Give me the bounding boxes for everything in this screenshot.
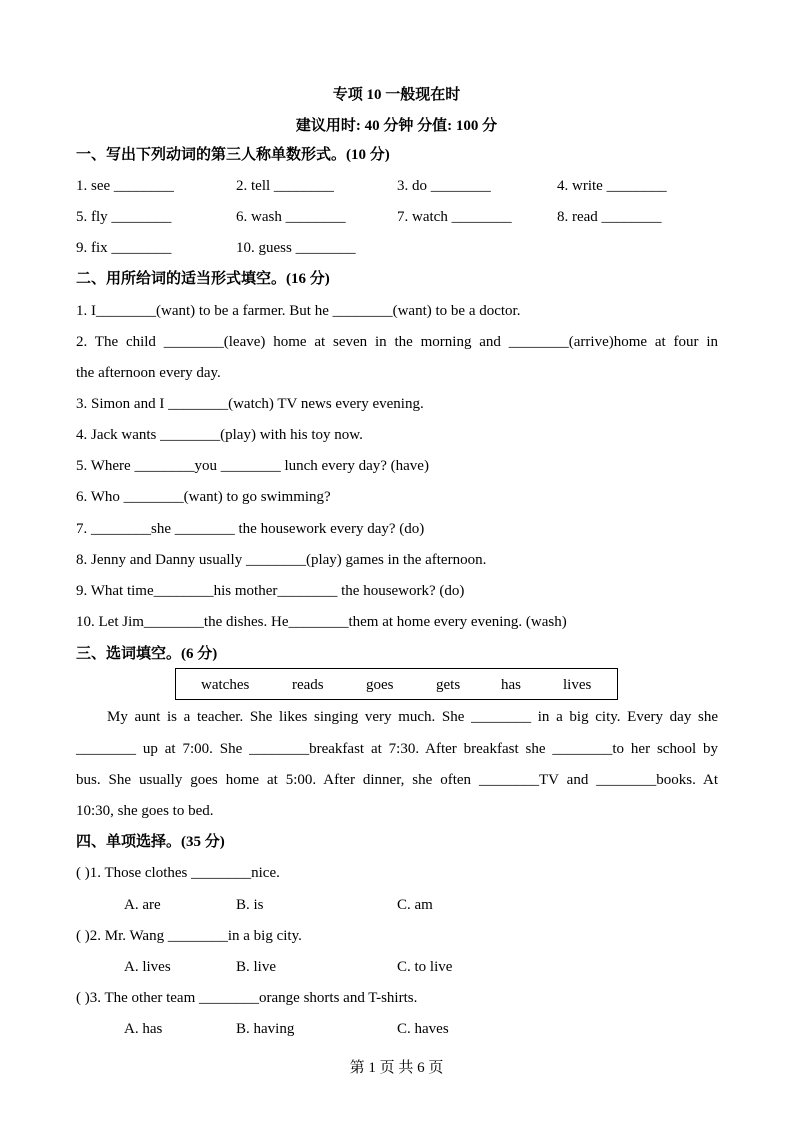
- s4-q3-option-c: C. haves: [397, 1021, 449, 1037]
- word-bank-item: watches: [201, 677, 250, 693]
- s4-q3-option-b: B. having: [236, 1021, 295, 1037]
- word-bank-item: lives: [563, 677, 592, 693]
- s2-question-2: 2. The child ________(leave) home at seven in the morning and ________(arrive)home at four in: [76, 334, 718, 350]
- s4-q1-option-a: A. are: [124, 897, 161, 913]
- s1-item-4: 4. write ________: [557, 178, 667, 194]
- s1-item-5: 5. fly ________: [76, 209, 172, 225]
- s3-passage-line-3: bus. She usually goes home at 5:00. After dinner, she often ________TV and ________books. At: [76, 772, 718, 788]
- s2-question-1: 1. I________(want) to be a farmer. But he ________(want) to be a doctor.: [76, 303, 521, 319]
- s4-question-2-stem: ( )2. Mr. Wang ________in a big city.: [76, 928, 302, 944]
- s4-question-3-stem: ( )3. The other team ________orange shorts and T-shirts.: [76, 990, 418, 1006]
- page-footer: 第 1 页 共 6 页: [349, 1060, 444, 1076]
- s1-item-9: 9. fix ________: [76, 240, 172, 256]
- s2-question-7: 7. ________she ________ the housework every day? (do): [76, 521, 425, 537]
- s1-item-1: 1. see ________: [76, 178, 174, 194]
- s4-question-1-stem: ( )1. Those clothes ________nice.: [76, 865, 280, 881]
- word-bank-item: goes: [366, 677, 394, 693]
- word-bank-box: [175, 668, 618, 700]
- section1-heading: 一、写出下列动词的第三人称单数形式。(10 分): [76, 147, 390, 163]
- s1-item-2: 2. tell ________: [236, 178, 334, 194]
- page-title: 专项 10 一般现在时: [332, 87, 461, 103]
- s1-item-10: 10. guess ________: [236, 240, 356, 256]
- s1-item-7: 7. watch ________: [397, 209, 512, 225]
- s2-question-8: 8. Jenny and Danny usually ________(play) games in the afternoon.: [76, 552, 487, 568]
- s2-question-4: 4. Jack wants ________(play) with his toy now.: [76, 427, 363, 443]
- s4-q1-option-b: B. is: [236, 897, 264, 913]
- s2-question-2-cont: the afternoon every day.: [76, 365, 221, 381]
- word-bank-item: reads: [292, 677, 324, 693]
- s4-q2-option-c: C. to live: [397, 959, 453, 975]
- section4-heading: 四、单项选择。(35 分): [76, 834, 225, 850]
- s2-question-5: 5. Where ________you ________ lunch every day? (have): [76, 458, 429, 474]
- word-bank-item: gets: [436, 677, 461, 693]
- s2-question-9: 9. What time________his mother________ the housework? (do): [76, 583, 465, 599]
- s1-item-8: 8. read ________: [557, 209, 662, 225]
- s4-q2-option-a: A. lives: [124, 959, 171, 975]
- s2-question-3: 3. Simon and I ________(watch) TV news every evening.: [76, 396, 424, 412]
- s1-item-6: 6. wash ________: [236, 209, 346, 225]
- s3-passage-line-2: ________ up at 7:00. She ________breakfast at 7:30. After breakfast she ________to her school by: [76, 741, 718, 757]
- word-bank-item: has: [501, 677, 521, 693]
- s4-q1-option-c: C. am: [397, 897, 433, 913]
- s4-q2-option-b: B. live: [236, 959, 276, 975]
- section3-heading: 三、选词填空。(6 分): [76, 646, 218, 662]
- s2-question-10: 10. Let Jim________the dishes. He________them at home every evening. (wash): [76, 614, 567, 630]
- s3-passage-line-4: 10:30, she goes to bed.: [76, 803, 214, 819]
- s2-question-6: 6. Who ________(want) to go swimming?: [76, 489, 331, 505]
- s4-q3-option-a: A. has: [124, 1021, 163, 1037]
- s3-passage-line-1: My aunt is a teacher. She likes singing very much. She ________ in a big city. Every day she: [107, 709, 718, 725]
- section2-heading: 二、用所给词的适当形式填空。(16 分): [76, 271, 330, 287]
- page-subtitle: 建议用时: 40 分钟 分值: 100 分: [295, 118, 498, 134]
- s1-item-3: 3. do ________: [397, 178, 491, 194]
